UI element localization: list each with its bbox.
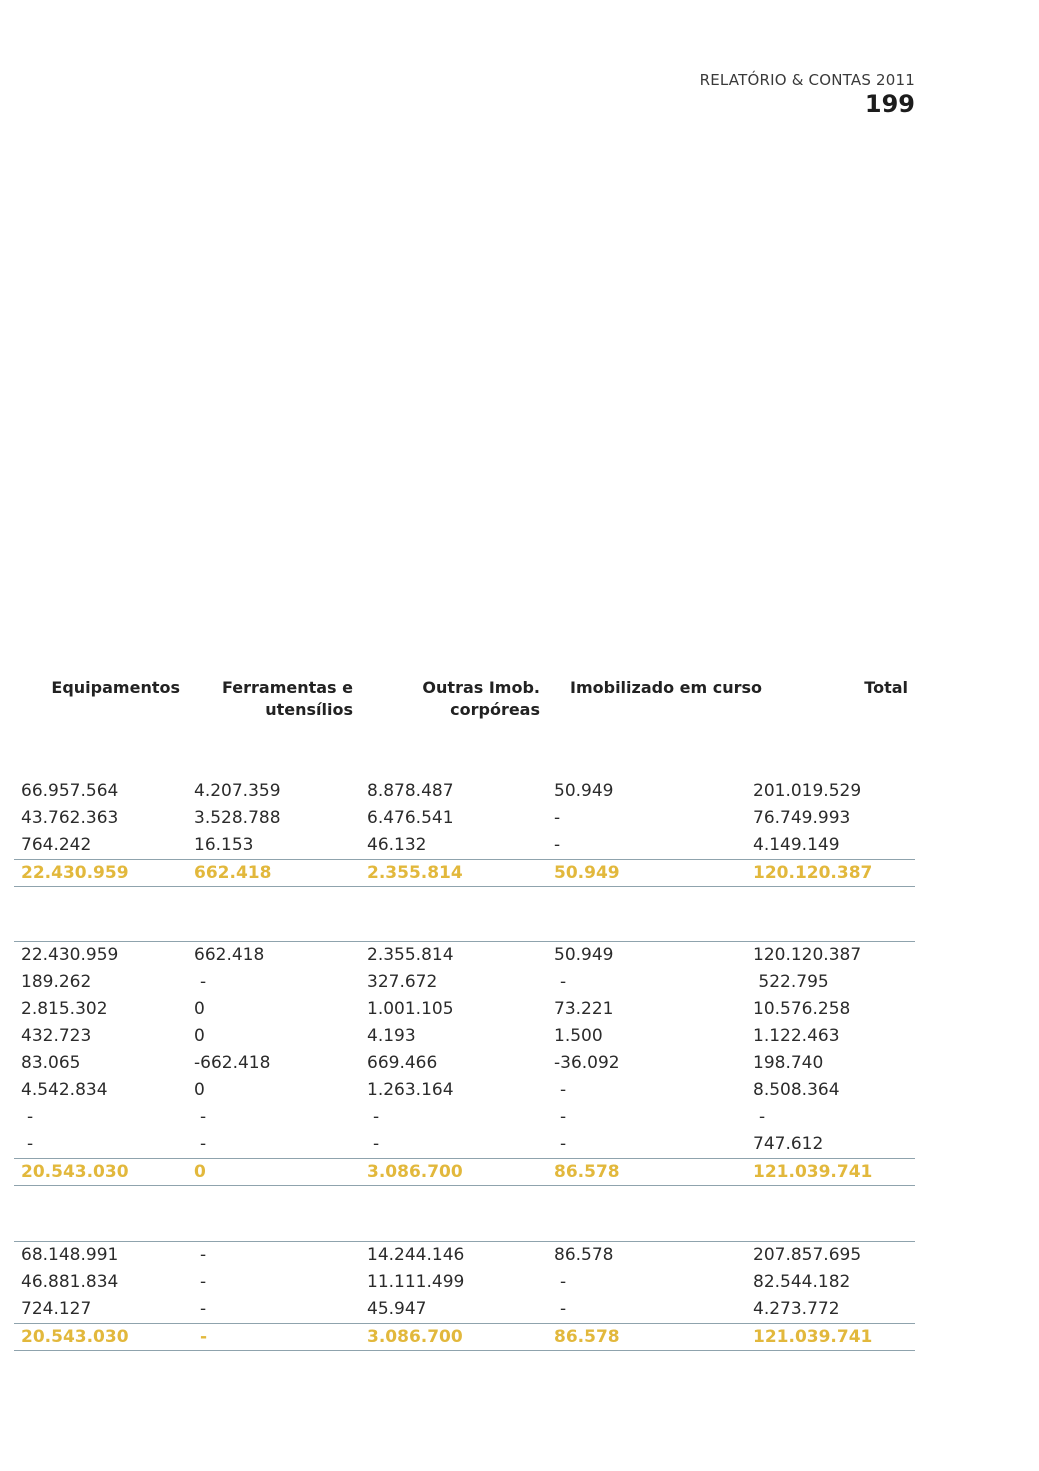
cell-imobilizado: - [560,1272,567,1292]
cell-equipamentos: 66.957.564 [21,781,119,801]
cell-outras-imob: 46.132 [367,835,427,855]
cell-ferramentas: 0 [194,1080,205,1100]
total-equipamentos: 20.543.030 [21,1162,129,1182]
cell-imobilizado: -36.092 [554,1053,620,1073]
cell-outras-imob: 8.878.487 [367,781,454,801]
cell-outras-imob: 45.947 [367,1299,427,1319]
cell-equipamentos: 43.762.363 [21,808,119,828]
table-row [14,1242,915,1269]
cell-ferramentas: - [200,1299,207,1319]
table-row [14,1050,915,1077]
cell-imobilizado: 50.949 [554,781,614,801]
table-row [14,1023,915,1050]
cell-imobilizado: - [554,808,561,828]
cell-total: 207.857.695 [753,1245,862,1265]
cell-imobilizado: - [560,972,567,992]
total-outras-imob: 2.355.814 [367,863,463,883]
column-header-ferramentas: Ferramentas e utensílios [221,678,353,719]
total-outras-imob: 3.086.700 [367,1327,463,1347]
total-total: 120.120.387 [753,863,873,883]
cell-ferramentas: - [200,1272,207,1292]
cell-equipamentos: 724.127 [21,1299,92,1319]
cell-ferramentas: - [200,1134,207,1154]
cell-ferramentas: 3.528.788 [194,808,281,828]
cell-ferramentas: 0 [194,1026,205,1046]
cell-imobilizado: 50.949 [554,945,614,965]
table-row [14,805,915,832]
total-row [14,859,915,887]
table-section-1 [14,778,915,887]
cell-ferramentas: 16.153 [194,835,254,855]
table-row [14,1077,915,1104]
table-row [14,996,915,1023]
table-row [14,942,915,969]
cell-total: 747.612 [753,1134,824,1154]
cell-equipamentos: 764.242 [21,835,92,855]
cell-total: - [759,1107,766,1127]
table-row [14,1296,915,1323]
cell-ferramentas: 662.418 [194,945,265,965]
cell-equipamentos: 83.065 [21,1053,81,1073]
cell-total: 201.019.529 [753,781,862,801]
cell-ferramentas: 4.207.359 [194,781,281,801]
cell-imobilizado: - [560,1134,567,1154]
cell-imobilizado: 86.578 [554,1245,614,1265]
cell-equipamentos: 46.881.834 [21,1272,119,1292]
cell-imobilizado: - [554,835,561,855]
cell-total: 10.576.258 [753,999,851,1019]
total-equipamentos: 20.543.030 [21,1327,129,1347]
cell-outras-imob: 1.263.164 [367,1080,454,1100]
page-header [700,70,915,118]
cell-ferramentas: -662.418 [194,1053,271,1073]
cell-equipamentos: 2.815.302 [21,999,108,1019]
cell-total: 4.149.149 [753,835,840,855]
table-row [14,1131,915,1158]
total-total: 121.039.741 [753,1327,873,1347]
cell-total: 8.508.364 [753,1080,840,1100]
total-imobilizado: 86.578 [554,1327,620,1347]
table-row [14,778,915,805]
cell-equipamentos: 22.430.959 [21,945,119,965]
column-header-total: Total [864,678,908,697]
cell-ferramentas: 0 [194,999,205,1019]
total-ferramentas: 662.418 [194,863,272,883]
cell-total: 198.740 [753,1053,824,1073]
table-section-2 [14,941,915,1186]
cell-imobilizado: - [560,1299,567,1319]
table-row [14,832,915,859]
column-header-equipamentos: Equipamentos [51,678,180,697]
cell-equipamentos: - [27,1134,34,1154]
report-title: RELATÓRIO & CONTAS 2011 [699,71,915,89]
cell-equipamentos: 432.723 [21,1026,92,1046]
total-ferramentas: 0 [194,1162,206,1182]
cell-ferramentas: - [200,1107,207,1127]
column-header-outras-imob: Outras Imob. corpóreas [422,678,540,719]
cell-ferramentas: - [200,1245,207,1265]
cell-total: 76.749.993 [753,808,851,828]
table-row [14,1269,915,1296]
cell-outras-imob: 6.476.541 [367,808,454,828]
cell-outras-imob: 14.244.146 [367,1245,465,1265]
cell-imobilizado: - [560,1080,567,1100]
cell-outras-imob: 11.111.499 [367,1272,465,1292]
cell-outras-imob: 4.193 [367,1026,416,1046]
cell-outras-imob: - [373,1134,380,1154]
column-header-imobilizado-em-curso: Imobilizado em curso [570,678,763,697]
cell-outras-imob: - [373,1107,380,1127]
total-row [14,1323,915,1351]
total-row [14,1158,915,1186]
total-equipamentos: 22.430.959 [21,863,129,883]
cell-equipamentos: 189.262 [21,972,92,992]
page-number: 199 [864,90,915,118]
cell-total: 522.795 [753,972,829,992]
cell-total: 82.544.182 [753,1272,851,1292]
cell-equipamentos: 68.148.991 [21,1245,119,1265]
total-ferramentas: - [200,1327,208,1347]
cell-imobilizado: - [560,1107,567,1127]
cell-outras-imob: 1.001.105 [367,999,454,1019]
total-imobilizado: 50.949 [554,863,620,883]
total-outras-imob: 3.086.700 [367,1162,463,1182]
total-imobilizado: 86.578 [554,1162,620,1182]
total-total: 121.039.741 [753,1162,873,1182]
cell-equipamentos: 4.542.834 [21,1080,108,1100]
cell-total: 1.122.463 [753,1026,840,1046]
cell-outras-imob: 327.672 [367,972,438,992]
table-row [14,1104,915,1131]
cell-ferramentas: - [200,972,207,992]
cell-total: 120.120.387 [753,945,862,965]
table-row [14,969,915,996]
cell-outras-imob: 2.355.814 [367,945,454,965]
cell-outras-imob: 669.466 [367,1053,438,1073]
cell-total: 4.273.772 [753,1299,840,1319]
table-section-3 [14,1241,915,1351]
cell-imobilizado: 73.221 [554,999,614,1019]
cell-imobilizado: 1.500 [554,1026,603,1046]
cell-equipamentos: - [27,1107,34,1127]
